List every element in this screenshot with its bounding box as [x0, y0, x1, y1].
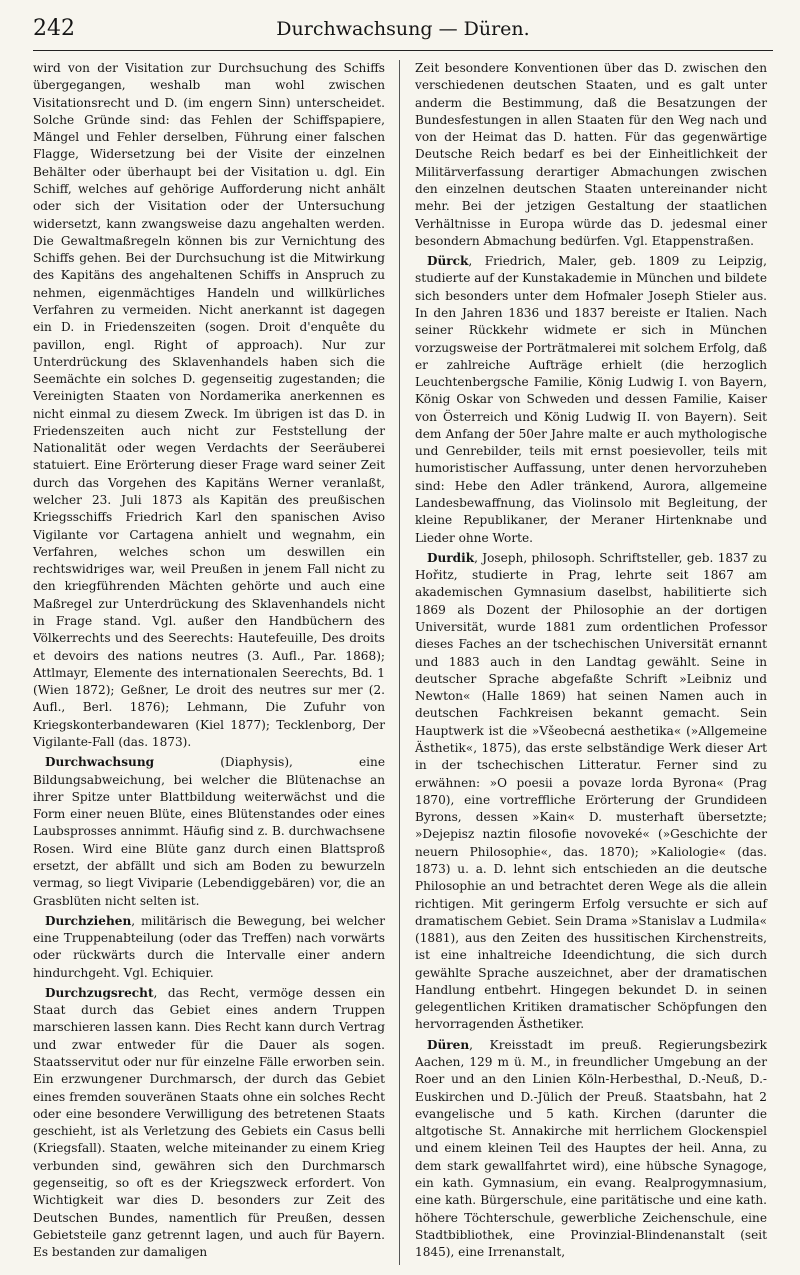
- entry-durdik: [415, 550, 767, 1034]
- page-number: 242: [33, 16, 75, 41]
- entry-headword: Durchziehen: [45, 913, 132, 928]
- column-divider: [399, 60, 400, 1265]
- entry-dueren: [415, 1037, 767, 1262]
- left-column: [33, 60, 385, 1264]
- entry-duerck: [415, 253, 767, 547]
- entry-headword: Durchwachsung: [45, 755, 155, 770]
- entry-headword: Dürck: [427, 254, 469, 269]
- entry-body: , militärisch die Bewegung, bei welcher eine Truppenabteilung (oder das Treffen) nach vorwärts oder rückwärts durch die Intervalle einer andern hindurchgeht. Vgl. Echiquier.: [33, 913, 385, 980]
- entry-continuation: [415, 60, 767, 250]
- entry-body: Zeit besondere Konventionen über das D. zwischen den verschiedenen deutschen Staaten, und es galt unter anderm die Bestimmung, daß die Besatzungen der Bundesfestungen in allen Staaten für den Weg nach und von der Heimat das D. hatten. Für das gegenwärtige Deutsche Reich bedarf es bei der Einheitlichkeit der Militärverfassung derartiger Abmachungen zwischen den einzelnen deutschen Staaten untereinander nicht mehr. Bei der jetzigen Gestaltung der staatlichen Verhältnisse in Europa würde das D. jedesmal einer besondern Abmachung bedürfen. Vgl. Etappenstraßen.: [415, 61, 767, 248]
- entry-headword: Durdik: [427, 550, 475, 565]
- entry-continuation: [33, 60, 385, 751]
- running-head: Durchwachsung — Düren.: [276, 18, 530, 40]
- header-rule: [33, 50, 773, 51]
- entry-headword: Durchzugsrecht: [45, 985, 154, 1000]
- entry-durchzugsrecht: [33, 985, 385, 1262]
- right-column: [415, 60, 767, 1264]
- entry-body: wird von der Visitation zur Durchsuchung des Schiffs übergegangen, weshalb man wohl zwischen Visitationsrecht und D. (im engern Sinn) unterscheidet. Solche Gründe sind: das Fehlen der Schiffspapiere, Mängel und Fehler derselben, Führung einer falschen Flagge, Widersetzung bei der Visite der einzelnen Behälter oder überhaupt bei der Visitation u. dgl. Ein Schiff, welches auf gehörige Aufforderung nicht anhält oder sich der Visitation oder der Untersuchung widersetzt, kann zwangsweise dazu angehalten werden. Die Gewaltmaßregeln können bis zur Vernichtung des Schiffs gehen. Bei der Durchsuchung ist die Mitwirkung des Kapitäns des angehaltenen Schiffs in Anspruch zu nehmen, eigenmächtiges Handeln und willkürliches Verfahren zu vermeiden. Nicht anerkannt ist dagegen ein D. in Friedenszeiten (sogen. Droit d'enquête du pavillon, engl. Right of approach). Nur zur Unterdrückung des Sklavenhandels haben sich die Seemächte ein solches D. gegenseitig zugestanden; die Vereinigten Staaten von Nordamerika anerkennen es nicht einmal zu diesem Zweck. Im übrigen ist das D. in Friedenszeiten auch nicht zur Feststellung der Nationalität oder wegen Verdachts der Seeräuberei statuiert. Eine Erörterung dieser Frage ward seiner Zeit durch das Vorgehen des Kapitäns Werner veranlaßt, welcher 23. Juli 1873 als Kapitän des preußischen Kriegsschiffs Friedrich Karl den spanischen Aviso Vigilante vor Cartagena anhielt und wegnahm, ein Verfahren, welches schon um deswillen ein rechtswidriges war, weil Preußen in jenem Fall nicht zu den kriegführenden Mächten gehörte und auch eine Maßregel zur Unterdrückung des Sklavenhandels nicht in Frage stand. Vgl. außer den Handbüchern des Völkerrechts und des Seerechts: Hautefeuille, Des droits et devoirs des nations neutres (3. Aufl., Par. 1868); Attlmayr, Elemente des internationalen Seerechts, Bd. 1 (Wien 1872); Geßner, Le droit des neutres sur mer (2. Aufl., Berl. 1876); Lehmann, Die Zufuhr von Kriegskonterbandewaren (Kiel 1877); Tecklenborg, Der Vigilante-Fall (das. 1873).: [33, 61, 385, 749]
- entry-body: , Friedrich, Maler, geb. 1809 zu Leipzig, studierte auf der Kunstakademie in München und bildete sich besonders unter dem Hofmaler Joseph Stieler aus. In den Jahren 1836 und 1837 bereiste er Italien. Nach seiner Rückkehr widmete er sich in München vorzugsweise der Porträtmalerei mit solchem Erfolg, daß er zahlreiche Aufträge erhielt (die herzoglich Leuchtenbergsche Familie, König Ludwig I. von Bayern, König Oskar von Schweden und dessen Familie, Kaiser von Österreich und König Ludwig II. von Bayern). Seit dem Anfang der 50er Jahre malte er auch mythologische und Genrebilder, teils mit ernst poesievoller, teils mit humoristischer Auffassung, unter denen hervorzuheben sind: Hebe den Adler tränkend, Aurora, allgemeine Landesbewaffnung, das Violinsolo mit Begleitung, der kleine Republikaner, der Meraner Hirtenknabe und Lieder ohne Worte.: [415, 254, 768, 545]
- entry-body: , Joseph, philosoph. Schriftsteller, geb. 1837 zu Hořitz, studierte in Prag, lehrte seit 1867 am akademischen Gymnasium daselbst, habilitierte sich 1869 als Dozent der Philosophie an der dortigen Universität, wurde 1881 zum ordentlichen Professor dieses Faches an der tschechischen Universität ernannt und 1883 auch in den Landtag gewählt. Seine in deutscher Sprache abgefaßte Schrift »Leibniz und Newton« (Halle 1869) hat seinen Namen auch in deutschen Fachkreisen bekannt gemacht. Sein Hauptwerk ist die »Všeobecná aesthetika« (»Allgemeine Ästhetik«, 1875), das erste selbständige Werk dieser Art in der tschechischen Litteratur. Ferner sind zu erwähnen: »O poesii a povaze lorda Byrona« (Prag 1870), eine vortreffliche Erörterung der Grundideen Byrons, dessen »Kain« D. musterhaft übersetzte; »Dejepisz naztin filosofie novoveké« (»Geschichte der neuern Philosophie«, das. 1870); »Kaliologie« (das. 1873) u. a. D. lehnt sich entschieden an die deutsche Philosophie an und betrachtet deren Wege als die allein richtigen. Mit geringerm Erfolg versuchte er sich auf dramatischem Gebiet. Sein Drama »Stanislav a Ludmila« (1881), aus den Zeiten des hussitischen Kirchenstreits, ist eine inhaltreiche Ideendichtung, die sich durch gewählte Sprache auszeichnet, aber der dramatischen Handlung entbehrt. Hingegen bekundet D. in seinen gelegentlichen Kritiken dramatischer Schöpfungen den hervorragenden Ästhetiker.: [415, 550, 767, 1032]
- entry-headword: Düren: [427, 1037, 470, 1052]
- entry-durchwachsung: [33, 754, 385, 910]
- entry-body: , das Recht, vermöge dessen ein Staat durch das Gebiet eines andern Truppen marschieren lassen kann. Dies Recht kann durch Vertrag und zwar entweder für die Dauer als sogen. Staatsservitut oder nur für einzelne Fälle erworben sein. Ein erzwungener Durchmarsch, der durch das Gebiet eines fremden souveränen Staats ohne ein solches Recht oder eine besondere Verwilligung des betretenen Staats geschieht, ist als Verletzung des Gebiets ein Casus belli (Kriegsfall). Staaten, welche miteinander zu einem Krieg verbunden sind, gewähren sich den Durchmarsch gegenseitig, so oft es der Kriegszweck erfordert. Von Wichtigkeit war dies D. besonders zur Zeit des Deutschen Bundes, namentlich für Preußen, dessen Gebietsteile ganz getrennt lagen, und auch für Bayern. Es bestanden zur damaligen: [33, 985, 385, 1260]
- entry-body: (Diaphysis), eine Bildungsabweichung, bei welcher die Blütenachse an ihrer Spitze unter Blattbildung weiterwächst und die Form einer neuen Blüte, eines Blütenstandes oder eines Laubsprosses annimmt. Häufig sind z. B. durchwachsene Rosen. Wird eine Blüte ganz durch einen Blattsproß ersetzt, der abfällt und sich am Boden zu bewurzeln vermag, so liegt Viviparie (Lebendiggebären) vor, die an Grasblüten nicht selten ist.: [33, 755, 385, 908]
- entry-durchziehen: [33, 913, 385, 982]
- entry-body: , Kreisstadt im preuß. Regierungsbezirk Aachen, 129 m ü. M., in freundlicher Umgebung an der Roer und an den Linien Köln-Herbesthal, D.-Neuß, D.-Euskirchen und D.-Jülich der Preuß. Staatsbahn, hat 2 evangelische und 5 kath. Kirchen (darunter die altgotische St. Annakirche mit herrlichem Glockenspiel und einem kleinen Teil des Hauptes der heil. Anna, zu dem stark gewallfahrtet wird), eine hübsche Synagoge, ein kath. Gymnasium, ein evang. Realprogymnasium, eine kath. Bürgerschule, eine paritätische und eine kath. höhere Töchterschule, gewerbliche Zeichenschule, eine Stadtbibliothek, eine Provinzial-Blindenanstalt (seit 1845), eine Irrenanstalt,: [415, 1037, 767, 1260]
- page-header: [33, 10, 773, 46]
